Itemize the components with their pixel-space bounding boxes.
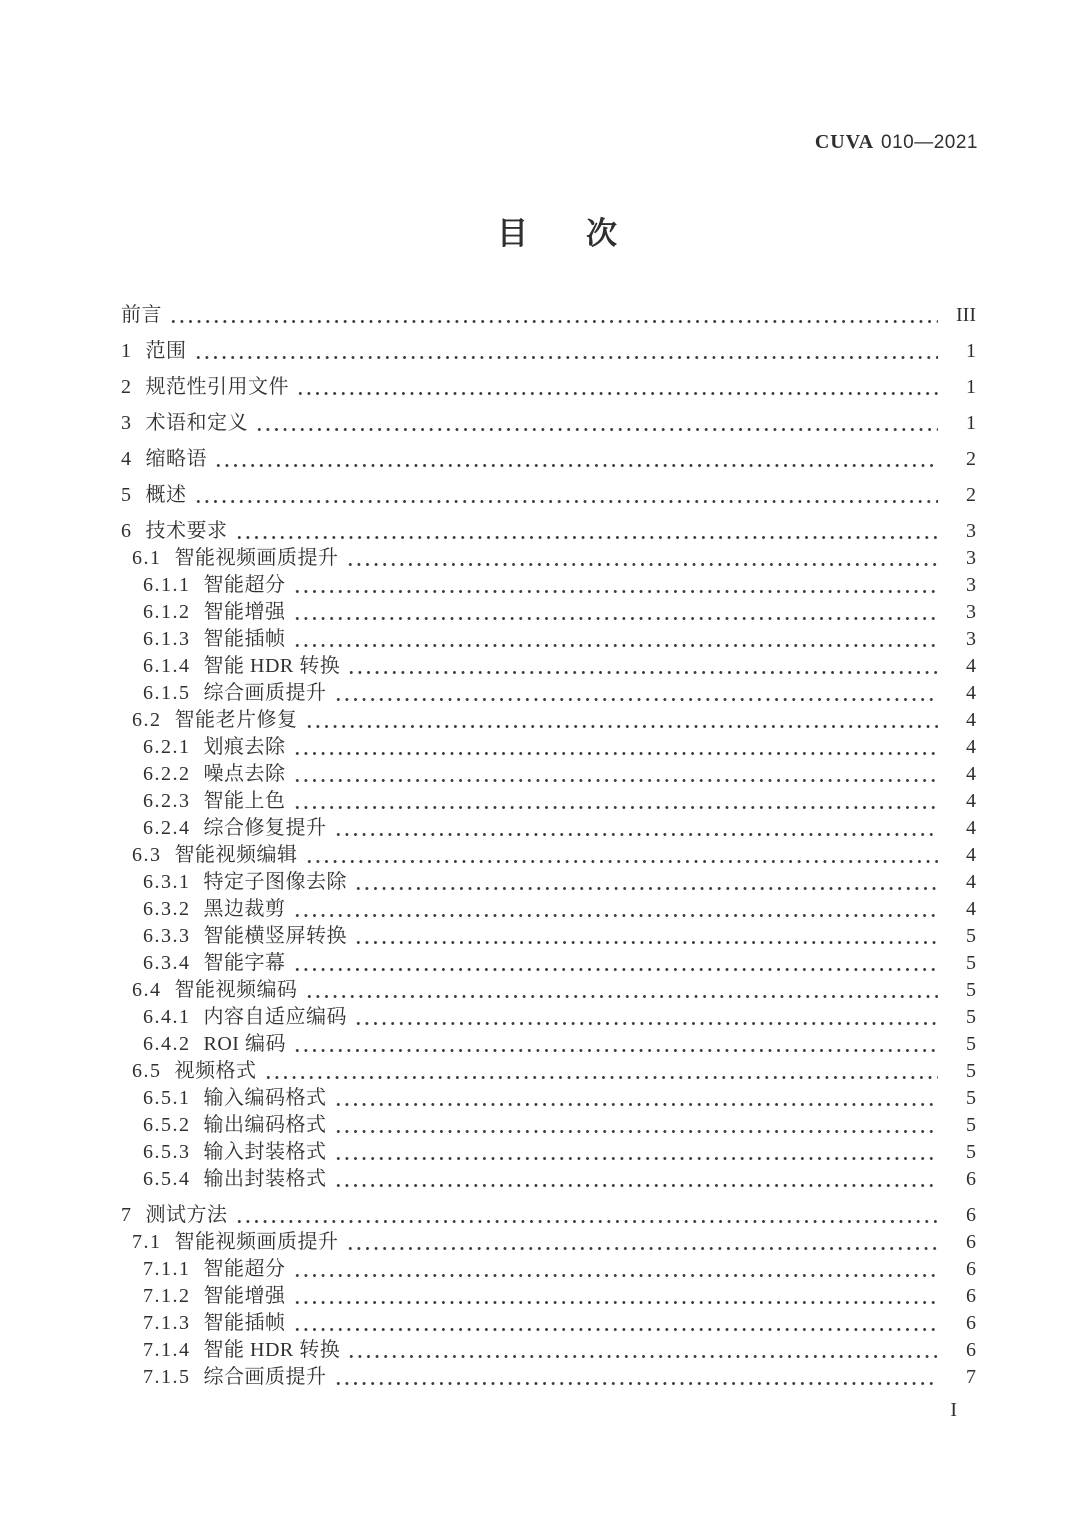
toc-entry-number: 7.1.3 [143, 1312, 191, 1334]
toc-entry-page: 4 [966, 655, 976, 677]
toc-leader-dots [334, 1381, 939, 1386]
toc-entry-page: 4 [966, 871, 976, 893]
toc-entry-page: 1 [966, 340, 976, 362]
toc-leader-dots [293, 751, 939, 756]
toc-leader-dots [305, 724, 939, 729]
toc-leader-dots [305, 859, 939, 864]
toc-entry-number: 6.2.1 [143, 736, 191, 758]
toc-leader-dots [347, 670, 938, 675]
toc-entry-label: 输入封装格式 [203, 1141, 327, 1163]
toc-leader-dots [354, 886, 938, 891]
toc-entry-page: 3 [966, 574, 976, 596]
toc-entry[interactable] [121, 1058, 976, 1085]
toc-entry-page: 4 [966, 682, 976, 704]
standard-year-number: 010—2021 [881, 132, 978, 153]
toc-entry-number: 7 [121, 1204, 133, 1226]
toc-entry-label: 智能增强 [203, 601, 286, 623]
toc-entry-label: 智能超分 [203, 574, 286, 596]
toc-entry[interactable] [121, 1256, 976, 1283]
toc-leader-dots [264, 1075, 939, 1080]
toc-entry-page: 4 [966, 898, 976, 920]
toc-entry-page: 2 [966, 484, 976, 506]
toc-entry[interactable] [121, 338, 976, 365]
toc-entry-number: 6.1.5 [143, 682, 191, 704]
toc-leader-dots [346, 1246, 939, 1251]
toc-entry-number: 7.1.1 [143, 1258, 191, 1280]
toc-entry-page: 4 [966, 817, 976, 839]
toc-entry-label: 视频格式 [174, 1060, 257, 1082]
toc-entry-page: 6 [966, 1285, 976, 1307]
toc-entry-page: 5 [966, 1006, 976, 1028]
toc-entry-label: 内容自适应编码 [203, 1006, 347, 1028]
toc-entry-number: 7.1.5 [143, 1366, 191, 1388]
toc-leader-dots [293, 589, 939, 594]
toc-entry-page: 4 [966, 763, 976, 785]
toc-entry-label: 智能视频编辑 [174, 844, 298, 866]
toc-leader-dots [334, 1129, 939, 1134]
toc-entry-label: 输出编码格式 [203, 1114, 327, 1136]
toc-entry[interactable] [121, 482, 976, 509]
toc-leader-dots [354, 1021, 938, 1026]
toc-entry-label: 输出封装格式 [203, 1168, 327, 1190]
toc-leader-dots [293, 1048, 938, 1053]
toc-entry-number: 6.5.3 [143, 1141, 191, 1163]
toc-entry-number: 6.3.2 [143, 898, 191, 920]
toc-entry-page: 1 [966, 412, 976, 434]
toc-entry-page: 6 [966, 1339, 976, 1361]
toc-entry-number: 2 [121, 376, 133, 398]
toc-entry-page: 4 [966, 709, 976, 731]
toc-entry-label: 输入编码格式 [203, 1087, 327, 1109]
toc-entry-number: 4 [121, 448, 133, 470]
toc-entry-label: 智能插帧 [203, 1312, 286, 1334]
toc-entry[interactable] [121, 374, 976, 401]
toc-leader-dots [293, 967, 939, 972]
toc-entry[interactable] [121, 707, 976, 734]
toc-entry[interactable] [121, 842, 976, 869]
toc-entry-label: 智能 HDR 转换 [203, 655, 341, 677]
toc-entry-label: 测试方法 [145, 1204, 228, 1226]
toc-entry-page: 4 [966, 736, 976, 758]
toc-entry-number: 7.1 [132, 1231, 162, 1253]
toc-entry[interactable] [121, 653, 976, 680]
toc-entry-page: 3 [966, 520, 976, 542]
toc-entry-label: 范围 [145, 340, 187, 362]
toc-entry-number: 7.1.4 [143, 1339, 191, 1361]
toc-entry[interactable] [121, 1112, 976, 1139]
toc-entry-label: 特定子图像去除 [203, 871, 347, 893]
toc-entry-label: 综合修复提升 [203, 817, 327, 839]
toc-leader-dots [235, 1219, 939, 1224]
toc-entry-number: 7.1.2 [143, 1285, 191, 1307]
toc-entry-page: 5 [966, 1114, 976, 1136]
toc-entry[interactable] [121, 977, 976, 1004]
toc-entry-label: 智能视频画质提升 [174, 1231, 339, 1253]
toc-entry[interactable] [121, 1364, 976, 1391]
toc-entry-page: 4 [966, 790, 976, 812]
toc-entry-label: 智能字幕 [203, 952, 286, 974]
toc-entry-label: 智能视频编码 [174, 979, 298, 1001]
toc-entry-label: 噪点去除 [203, 763, 286, 785]
toc-entry[interactable] [121, 1031, 976, 1058]
page-title [0, 217, 1080, 250]
toc-entry-label: 智能老片修复 [174, 709, 298, 731]
toc-entry-page: 3 [966, 601, 976, 623]
toc-entry[interactable] [121, 869, 976, 896]
toc-leader-dots [347, 1354, 938, 1359]
toc-entry-number: 6.2.4 [143, 817, 191, 839]
toc-entry-page: 5 [966, 1141, 976, 1163]
toc-entry-number: 6.5.1 [143, 1087, 191, 1109]
toc-entry-page: 7 [966, 1366, 976, 1388]
toc-entry-number: 6.4.2 [143, 1033, 191, 1055]
toc-leader-dots [214, 463, 938, 468]
page-title-char-2: 次 [586, 216, 617, 251]
toc-entry-page: III [956, 304, 976, 326]
toc-entry-label: 技术要求 [145, 520, 228, 542]
toc-entry[interactable] [121, 896, 976, 923]
toc-entry[interactable] [121, 599, 976, 626]
toc-entry[interactable] [121, 815, 976, 842]
standard-code: CUVA [814, 131, 875, 153]
toc-leader-dots [293, 778, 939, 783]
toc-leader-dots [334, 1156, 939, 1161]
toc-leader-dots [354, 940, 938, 945]
toc-entry[interactable] [121, 950, 976, 977]
toc-entry-number: 6.4 [132, 979, 162, 1001]
toc-entry-page: 6 [966, 1312, 976, 1334]
standard-number [815, 131, 978, 154]
toc-entry-number: 6.3.3 [143, 925, 191, 947]
page-title-char-1: 目 [497, 216, 528, 251]
toc-entry-label: 概述 [145, 484, 187, 506]
toc-entry-label: 术语和定义 [145, 412, 248, 434]
toc-entry[interactable] [121, 1004, 976, 1031]
toc-entry-page: 4 [966, 844, 976, 866]
toc-entry[interactable] [121, 446, 976, 473]
toc-entry-number: 6.1.1 [143, 574, 191, 596]
toc-entry[interactable] [121, 572, 976, 599]
toc-entry[interactable] [121, 1202, 976, 1229]
toc-leader-dots [293, 805, 939, 810]
toc-entry[interactable] [121, 788, 976, 815]
toc-entry-page: 3 [966, 547, 976, 569]
toc-entry[interactable] [121, 545, 976, 572]
toc-entry-label: 黑边裁剪 [203, 898, 286, 920]
toc-entry-number: 6.2.3 [143, 790, 191, 812]
toc-entry-page: 1 [966, 376, 976, 398]
toc-entry-number: 6.5 [132, 1060, 162, 1082]
toc-leader-dots [293, 913, 939, 918]
toc-leader-dots [296, 391, 938, 396]
toc-leader-dots [235, 535, 939, 540]
toc-entry[interactable] [121, 1139, 976, 1166]
toc-entry-number: 6.3.4 [143, 952, 191, 974]
toc-entry-number: 6.2 [132, 709, 162, 731]
toc-entry[interactable] [121, 1166, 976, 1193]
toc-entry-number: 3 [121, 412, 133, 434]
toc-leader-dots [293, 1273, 939, 1278]
toc-leader-dots [334, 1102, 939, 1107]
toc-entry[interactable] [121, 1337, 976, 1364]
toc-entry-page: 2 [966, 448, 976, 470]
toc-entry-page: 5 [966, 1087, 976, 1109]
toc-entry-page: 3 [966, 628, 976, 650]
toc-leader-dots [293, 643, 939, 648]
toc-leader-dots [293, 1327, 939, 1332]
toc-entry-page: 5 [966, 1060, 976, 1082]
toc-entry[interactable] [121, 302, 976, 329]
toc-entry-number: 6.1.3 [143, 628, 191, 650]
toc-entry[interactable] [121, 680, 976, 707]
toc-entry-number: 6.1.2 [143, 601, 191, 623]
toc-entry-label: 综合画质提升 [203, 682, 327, 704]
toc-entry-label: 智能超分 [203, 1258, 286, 1280]
toc-leader-dots [194, 499, 939, 504]
toc-entry[interactable] [121, 923, 976, 950]
toc-entry[interactable] [121, 761, 976, 788]
toc-leader-dots [293, 616, 939, 621]
toc-entry-label: 综合画质提升 [203, 1366, 327, 1388]
toc-entry-label: 规范性引用文件 [145, 376, 289, 398]
toc-entry-page: 6 [966, 1231, 976, 1253]
toc-entry-label: 智能 HDR 转换 [203, 1339, 341, 1361]
toc-entry-page: 5 [966, 925, 976, 947]
toc-leader-dots [305, 994, 939, 999]
toc-entry[interactable] [121, 1310, 976, 1337]
toc-entry-label: 前言 [121, 304, 162, 326]
toc-entry-page: 5 [966, 1033, 976, 1055]
toc-entry-number: 6.3 [132, 844, 162, 866]
toc-entry-label: 智能横竖屏转换 [203, 925, 347, 947]
toc-leader-dots [255, 427, 938, 432]
toc-entry-page: 6 [966, 1258, 976, 1280]
toc-entry-number: 6.1 [132, 547, 162, 569]
toc-entry-page: 5 [966, 979, 976, 1001]
toc-leader-dots [346, 562, 939, 567]
toc-entry[interactable] [121, 518, 976, 545]
toc-entry-label: 划痕去除 [203, 736, 286, 758]
toc-entry-number: 6.5.4 [143, 1168, 191, 1190]
toc-entry-label: ROI 编码 [203, 1033, 286, 1055]
toc-entry-label: 智能上色 [203, 790, 286, 812]
toc-entry-number: 6.1.4 [143, 655, 191, 677]
toc-entry-number: 5 [121, 484, 133, 506]
toc-entry-number: 6 [121, 520, 133, 542]
toc-entry-label: 缩略语 [145, 448, 207, 470]
toc-leader-dots [293, 1300, 939, 1305]
toc-leader-dots [334, 1183, 939, 1188]
toc-entry-number: 6.3.1 [143, 871, 191, 893]
toc-entry[interactable] [121, 410, 976, 437]
page-number: I [950, 1399, 958, 1421]
toc-entry-label: 智能插帧 [203, 628, 286, 650]
toc-entry-page: 6 [966, 1168, 976, 1190]
toc-leader-dots [194, 355, 939, 360]
toc-leader-dots [169, 319, 938, 324]
toc-entry-number: 6.5.2 [143, 1114, 191, 1136]
toc-entry-label: 智能视频画质提升 [174, 547, 339, 569]
toc-entry[interactable] [121, 734, 976, 761]
toc-leader-dots [334, 697, 939, 702]
toc-leader-dots [334, 832, 939, 837]
toc-entry-number: 6.4.1 [143, 1006, 191, 1028]
toc-list [121, 293, 976, 1391]
toc-entry[interactable] [121, 1229, 976, 1256]
toc-entry-page: 6 [966, 1204, 976, 1226]
toc-entry[interactable] [121, 1283, 976, 1310]
toc-entry-number: 6.2.2 [143, 763, 191, 785]
toc-entry-number: 1 [121, 340, 133, 362]
toc-entry-page: 5 [966, 952, 976, 974]
toc-entry[interactable] [121, 1085, 976, 1112]
toc-entry[interactable] [121, 626, 976, 653]
toc-entry-label: 智能增强 [203, 1285, 286, 1307]
